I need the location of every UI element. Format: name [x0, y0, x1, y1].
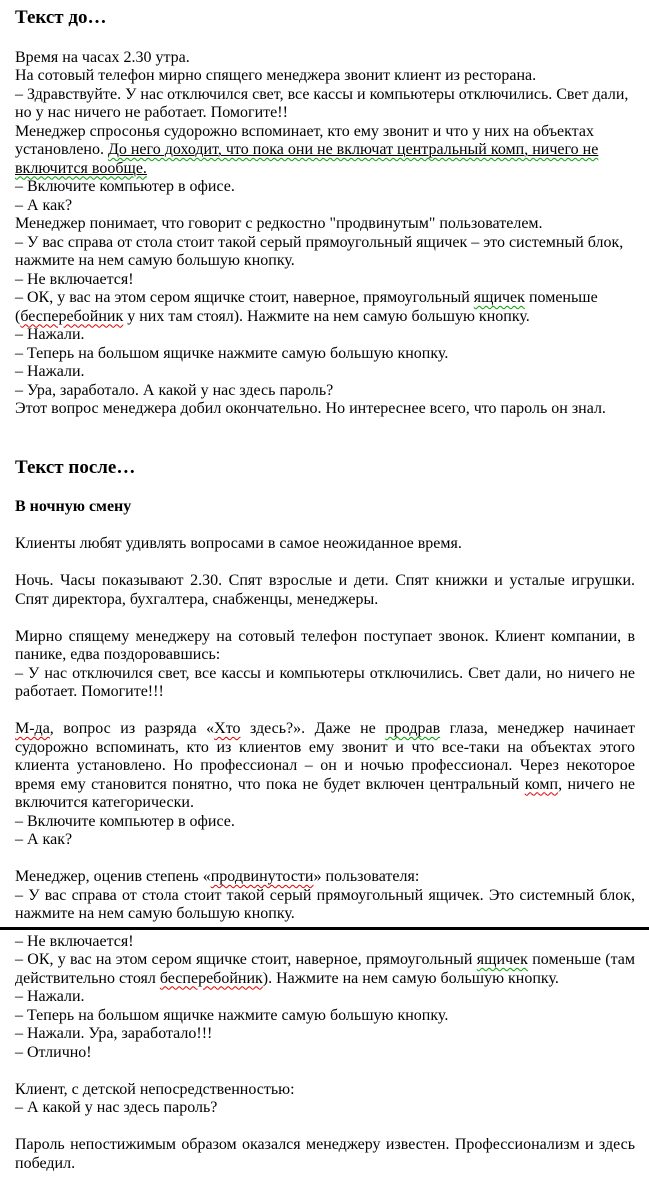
plain-text: ). Нажмите на нем самую большую кнопку. [262, 969, 559, 987]
plain-text: у них там стоял). Нажмите на нем самую большую кнопку. [123, 307, 530, 325]
spellcheck-flagged-word: комп [524, 775, 559, 793]
plain-text: – ОК, у вас на этом сером ящичке стоит, наверное, прямоугольный [15, 289, 474, 306]
section-text-after [15, 456, 635, 1174]
para-password-question: – А какой у нас здесь пароль? [15, 1099, 218, 1116]
para-phone-call: На сотовый телефон мирно спящего менеджера звонит клиент из ресторана. [15, 67, 537, 84]
para-client-hello: – Здравствуйте. У нас отключился свет, все кассы и компьютеры отключились. Свет дали, но у нас ничего не работает. Помогите!! [15, 85, 629, 121]
para-ups-box [15, 951, 635, 988]
plain-text: Менеджер спросонья судорожно вспоминает, кто ему звонит и что у них на объектах установлено. [15, 122, 594, 158]
blank-line [15, 480, 635, 499]
para-not-turning-on: – Не включается! [15, 932, 134, 950]
para-light-off: – У нас отключился свет, все кассы и компьютеры отключились. Свет дали, но ничего не работает. Помогите!!! [15, 664, 635, 700]
plain-text: – ОК, у вас на этом сером ящичке стоит, наверное, прямоугольный [15, 951, 477, 968]
para-pressed-1: – Нажали. [15, 988, 85, 1005]
plain-text: » пользователя: [313, 868, 420, 885]
para-advanced-user: Менеджер понимает, что говорит с редкостно "продвинутым" пользователем. [15, 215, 543, 232]
para-manager-evaluates [15, 868, 635, 887]
para-manager-realizes [15, 123, 635, 179]
para-how: – А как? [15, 831, 73, 848]
para-mda [15, 720, 635, 813]
para-big-box-button: – Теперь на большом ящичке нажмите самую большую кнопку. [15, 1006, 449, 1024]
para-before-final: Этот вопрос менеджера добил окончательно. Но интереснее всего, что пароль он знал. [15, 400, 606, 417]
plain-text: поменьше ( [15, 289, 598, 325]
blank-line [15, 702, 635, 721]
plain-text: , вопрос из разряда « [49, 720, 215, 737]
plain-text: поменьше (там действительно стоял [15, 951, 635, 987]
spellcheck-flagged-word: продвинутости [210, 868, 314, 885]
para-turn-on-computer: – Включите компьютер в офисе. [15, 178, 235, 195]
plain-text: , ничего не включится категорически. [15, 775, 635, 811]
plain-text: глаза, менеджер начинает судорожно вспоминать, кто из клиентов ему звонит и что все-таки на объектах этого клиента установлено. Но профессионал – он и ночью профессионал. Через некоторое время ему становится понятно, что пока не будет включен центральный [15, 720, 636, 793]
grammar-flagged-word: продрав [385, 720, 441, 737]
para-client-naive: Клиент, с детской непосредственностью: [15, 1080, 295, 1098]
para-hooray-password: – Ура, заработало. А какой у нас здесь пароль? [15, 381, 334, 399]
blank-line [15, 1118, 635, 1137]
spellcheck-flagged-word: Хто [214, 720, 241, 737]
para-not-turning-on: – Не включается! [15, 270, 134, 288]
para-grey-box: – У вас справа от стола стоит такой серый прямоугольный ящичек. Это системный блок, нажмите на нем самую большую кнопку. [15, 886, 635, 922]
para-night: Ночь. Часы показывают 2.30. Спят взрослые и дети. Спят книжки и усталые игрушки. Спят директора, бухгалтера, снабженцы, менеджеры. [15, 572, 635, 608]
para-turn-on-computer: – Включите компьютер в офисе. [15, 812, 235, 830]
blank-line [15, 437, 635, 456]
para-pressed-1: – Нажали. [15, 326, 85, 343]
para-clients-surprise: Клиенты любят удивлять вопросами в самое неожиданное время. [15, 535, 462, 552]
section-text-before [15, 6, 635, 419]
plain-text: здесь?». Даже не [240, 720, 386, 737]
blank-line [15, 609, 635, 628]
para-how: – А как? [15, 196, 73, 214]
para-pressed-2: – Нажали. [15, 363, 85, 380]
spellcheck-flagged-word: бесперебойник [159, 969, 263, 987]
blank-line [15, 419, 635, 438]
para-time-on-clock: Время на часах 2.30 утра. [15, 48, 190, 66]
blank-line [15, 517, 635, 536]
grammar-flagged-phrase: До него доходит, что пока они не включат центральный комп, ничего не включится вообще. [15, 141, 599, 177]
page-break-divider [0, 927, 649, 930]
section-after-heading: Текст после… [15, 456, 136, 478]
plain-text: Менеджер, оценив степень « [15, 868, 211, 885]
blank-line [15, 850, 635, 869]
para-grey-box: – У вас справа от стола стоит такой серый прямоугольный ящичек – это системный блок, нажмите на нем самую большую кнопку. [15, 233, 624, 269]
blank-line [15, 554, 635, 573]
section-before-heading: Текст до… [15, 7, 107, 28]
para-big-box-button: – Теперь на большом ящичке нажмите самую большую кнопку. [15, 344, 449, 362]
blank-line [15, 30, 635, 49]
blank-line [15, 1062, 635, 1081]
para-ups-box [15, 289, 635, 326]
grammar-flagged-word: ящичек [476, 951, 528, 968]
para-after-final: Пароль непостижимым образом оказался менеджеру известен. Профессионализм и здесь победил. [15, 1136, 635, 1172]
para-worked: – Нажали. Ура, заработало!!! [15, 1025, 213, 1042]
spellcheck-flagged-word: М-да [15, 720, 50, 737]
grammar-flagged-word: ящичек [473, 289, 525, 306]
para-great: – Отлично! [15, 1043, 92, 1061]
subheading-night-shift: В ночную смену [15, 498, 132, 515]
para-call-panic: Мирно спящему менеджеру на сотовый телефон поступает звонок. Клиент компании, в панике, едва поздоровавшись: [15, 627, 635, 663]
spellcheck-flagged-word: бесперебойник [20, 307, 124, 325]
